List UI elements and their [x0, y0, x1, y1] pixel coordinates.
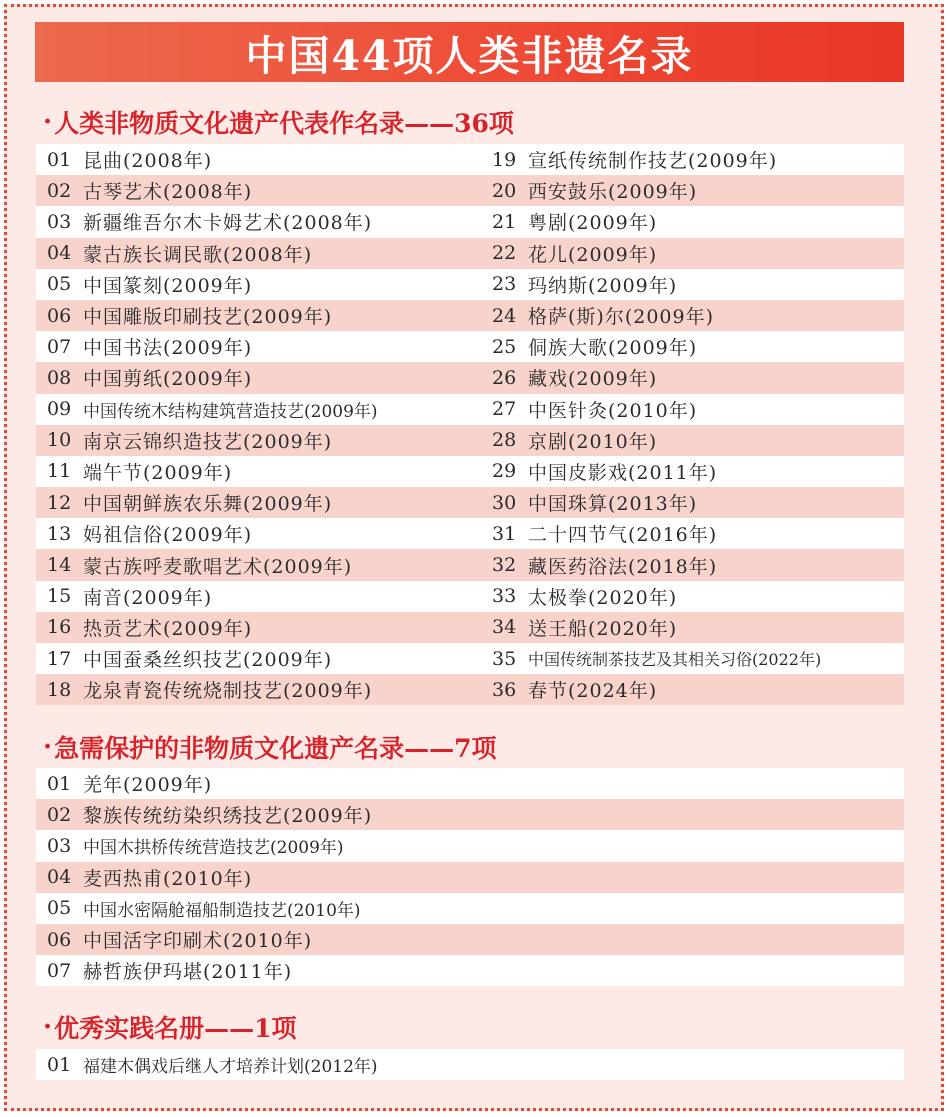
item-number: 24 [492, 304, 517, 327]
list-item [486, 206, 904, 237]
list-item [36, 549, 486, 580]
list-item [36, 643, 486, 674]
list-item [486, 331, 904, 362]
item-name: 中国剪纸(2009年) [83, 368, 253, 391]
item-name: 中国活字印刷术(2010年) [83, 930, 313, 953]
item-name: 玛纳斯(2009年) [528, 274, 678, 297]
section-heading-text: 急需保护的非物质文化遗产名录——7项 [54, 734, 497, 763]
item-number: 03 [47, 834, 72, 857]
item-number: 22 [492, 242, 517, 265]
item-number: 16 [47, 616, 72, 639]
list-item [36, 768, 486, 799]
table-row [36, 300, 904, 331]
item-name: 西安鼓乐(2009年) [528, 181, 698, 204]
item-number: 10 [47, 429, 72, 452]
item-name: 妈祖信俗(2009年) [83, 524, 253, 547]
list-item [36, 394, 486, 425]
item-name: 中医针灸(2010年) [528, 399, 698, 422]
item-number: 01 [47, 1053, 72, 1076]
item-number: 25 [492, 335, 517, 358]
item-number: 28 [492, 429, 517, 452]
item-name: 侗族大歌(2009年) [528, 337, 698, 360]
section-heading-text: 优秀实践名册——1项 [54, 1014, 297, 1043]
table-row [36, 1049, 904, 1080]
item-number: 02 [47, 179, 72, 202]
table-row [36, 238, 904, 269]
page-title: 中国44项人类非遗名录 [245, 31, 694, 80]
item-name: 中国皮影戏(2011年) [528, 461, 718, 484]
item-name: 中国蚕桑丝织技艺(2009年) [83, 649, 333, 672]
item-name: 中国篆刻(2009年) [83, 274, 253, 297]
table-row [36, 674, 904, 705]
item-number: 01 [47, 772, 72, 795]
list-item [36, 799, 486, 830]
item-name: 中国传统制茶技艺及其相关习俗(2022年) [528, 650, 822, 670]
list-item [486, 394, 904, 425]
item-name: 中国木拱桥传统营造技艺(2009年) [83, 838, 344, 859]
table-row [36, 643, 904, 674]
urgent-list [36, 768, 904, 986]
section-heading-good-practices [43, 1009, 296, 1045]
item-number: 12 [47, 491, 72, 514]
list-item [36, 955, 486, 986]
list-item [486, 549, 904, 580]
item-name: 中国水密隔舱福船制造技艺(2010年) [83, 900, 361, 921]
list-item [486, 269, 904, 300]
item-number: 04 [47, 866, 72, 889]
bullet-dot: · [43, 107, 53, 137]
item-name: 古琴艺术(2008年) [83, 181, 253, 204]
item-number: 30 [492, 491, 517, 514]
item-number: 34 [492, 616, 517, 639]
table-row [36, 581, 904, 612]
item-name: 太极拳(2020年) [528, 586, 678, 609]
list-item [36, 924, 486, 955]
bullet-dot: · [43, 732, 53, 762]
list-item [36, 518, 486, 549]
table-row [36, 549, 904, 580]
item-number: 31 [492, 522, 517, 545]
list-item [486, 674, 904, 705]
item-number: 11 [47, 460, 72, 483]
item-number: 01 [47, 148, 72, 171]
item-number: 20 [492, 179, 517, 202]
item-name: 热贡艺术(2009年) [83, 617, 253, 640]
table-row [36, 487, 904, 518]
list-item [486, 362, 904, 393]
item-name: 蒙古族长调民歌(2008年) [83, 243, 313, 266]
item-number: 13 [47, 522, 72, 545]
item-number: 05 [47, 897, 72, 920]
item-number: 06 [47, 304, 72, 327]
item-name: 花儿(2009年) [528, 243, 658, 266]
item-name: 格萨(斯)尔(2009年) [528, 306, 715, 329]
item-number: 35 [492, 647, 517, 670]
list-item [36, 612, 486, 643]
item-number: 15 [47, 585, 72, 608]
table-row [36, 331, 904, 362]
list-item [36, 362, 486, 393]
item-name: 黎族传统纺染织绣技艺(2009年) [83, 805, 373, 828]
list-item [486, 175, 904, 206]
item-name: 端午节(2009年) [83, 461, 233, 484]
item-name: 蒙古族呼麦歌唱艺术(2009年) [83, 555, 353, 578]
table-row [36, 269, 904, 300]
list-item [36, 175, 486, 206]
item-name: 新疆维吾尔木卡姆艺术(2008年) [83, 212, 373, 235]
item-name: 南京云锦织造技艺(2009年) [83, 430, 333, 453]
list-item [486, 643, 904, 674]
table-row [36, 456, 904, 487]
bullet-dot: · [43, 1012, 53, 1042]
good-practices-list [36, 1049, 904, 1080]
representative-list [36, 144, 904, 705]
table-row [36, 144, 904, 175]
table-row [36, 830, 904, 861]
item-number: 07 [47, 959, 72, 982]
list-item [486, 238, 904, 269]
item-name: 中国传统木结构建筑营造技艺(2009年) [83, 401, 378, 422]
item-number: 18 [47, 678, 72, 701]
list-item [36, 487, 486, 518]
list-item [36, 581, 486, 612]
item-name: 昆曲(2008年) [83, 150, 213, 173]
item-number: 26 [492, 366, 517, 389]
table-row [36, 425, 904, 456]
item-number: 06 [47, 928, 72, 951]
item-name: 龙泉青瓷传统烧制技艺(2009年) [83, 680, 373, 703]
list-item [36, 269, 486, 300]
list-item [36, 331, 486, 362]
item-number: 05 [47, 273, 72, 296]
item-number: 21 [492, 210, 517, 233]
item-name: 送王船(2020年) [528, 617, 678, 640]
table-row [36, 893, 904, 924]
list-item [486, 487, 904, 518]
table-row [36, 862, 904, 893]
section-heading-text: 人类非物质文化遗产代表作名录——36项 [54, 109, 514, 138]
list-item [486, 144, 904, 175]
item-name: 藏医药浴法(2018年) [528, 555, 718, 578]
list-item [486, 581, 904, 612]
item-name: 麦西热甫(2010年) [83, 867, 253, 890]
item-name: 赫哲族伊玛堪(2011年) [83, 961, 293, 984]
title-banner [35, 22, 904, 82]
item-number: 32 [492, 554, 517, 577]
item-number: 33 [492, 585, 517, 608]
table-row [36, 799, 904, 830]
list-item [36, 1049, 486, 1080]
list-item [486, 518, 904, 549]
item-name: 福建木偶戏后继人才培养计划(2012年) [83, 1057, 378, 1078]
section-heading-representative [43, 104, 514, 140]
list-item [36, 144, 486, 175]
item-number: 14 [47, 554, 72, 577]
list-item [486, 425, 904, 456]
table-row [36, 394, 904, 425]
list-item [36, 300, 486, 331]
item-name: 羌年(2009年) [83, 774, 213, 797]
item-number: 17 [47, 647, 72, 670]
list-item [36, 830, 486, 861]
item-name: 中国雕版印刷技艺(2009年) [83, 306, 333, 329]
list-item [36, 674, 486, 705]
item-number: 27 [492, 398, 517, 421]
item-name: 宣纸传统制作技艺(2009年) [528, 150, 778, 173]
item-number: 09 [47, 398, 72, 421]
list-item [486, 456, 904, 487]
item-number: 03 [47, 210, 72, 233]
table-row [36, 362, 904, 393]
list-item [486, 612, 904, 643]
item-name: 南音(2009年) [83, 586, 213, 609]
list-item [36, 862, 486, 893]
list-item [36, 206, 486, 237]
table-row [36, 206, 904, 237]
item-name: 粤剧(2009年) [528, 212, 658, 235]
list-item [36, 893, 486, 924]
table-row [36, 768, 904, 799]
table-row [36, 924, 904, 955]
item-number: 29 [492, 460, 517, 483]
item-number: 19 [492, 148, 517, 171]
list-item [486, 300, 904, 331]
table-row [36, 612, 904, 643]
item-name: 中国朝鲜族农乐舞(2009年) [83, 493, 333, 516]
table-row [36, 175, 904, 206]
item-name: 春节(2024年) [528, 680, 658, 703]
list-item [36, 456, 486, 487]
item-number: 07 [47, 335, 72, 358]
item-number: 04 [47, 242, 72, 265]
item-name: 藏戏(2009年) [528, 368, 658, 391]
list-item [36, 238, 486, 269]
item-name: 中国书法(2009年) [83, 337, 253, 360]
item-number: 02 [47, 803, 72, 826]
item-number: 36 [492, 678, 517, 701]
item-name: 京剧(2010年) [528, 430, 658, 453]
item-number: 08 [47, 366, 72, 389]
item-number: 23 [492, 273, 517, 296]
item-name: 二十四节气(2016年) [528, 524, 718, 547]
item-name: 中国珠算(2013年) [528, 493, 698, 516]
table-row [36, 518, 904, 549]
table-row [36, 955, 904, 986]
list-item [36, 425, 486, 456]
section-heading-urgent [43, 729, 496, 765]
